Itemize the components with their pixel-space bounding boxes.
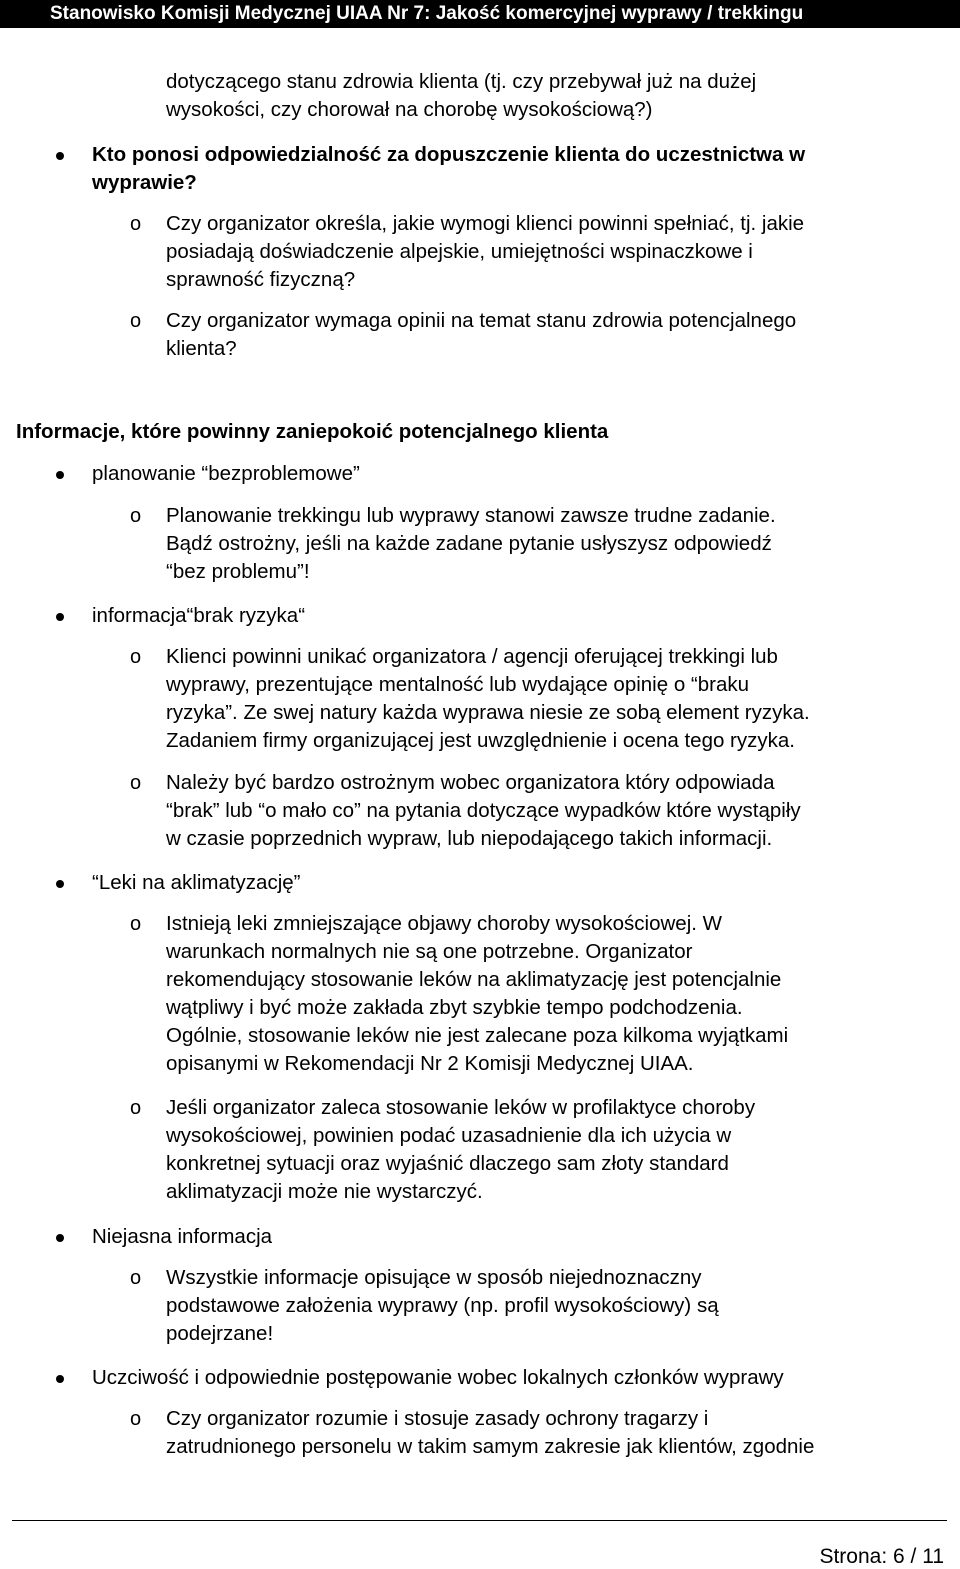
text-line: rekomendujący stosowanie leków na aklimatyzację jest potencjalnie	[166, 968, 782, 991]
text-line: podejrzane!	[166, 1322, 274, 1345]
text-line: warunkach normalnych nie są one potrzebne. Organizator	[166, 940, 693, 963]
text-line: “bez problemu”!	[166, 560, 310, 583]
text-line: Czy organizator rozumie i stosuje zasady ochrony tragarzy i	[166, 1407, 709, 1430]
text-line: sprawność fizyczną?	[166, 268, 356, 291]
question-line: wyprawie?	[92, 171, 197, 194]
text-line: Klienci powinni unikać organizatora / agencji oferującej trekkingi lub	[166, 645, 778, 668]
text-line: zatrudnionego personelu w takim samym zakresie jak klientów, zgodnie	[166, 1435, 815, 1458]
header-title: Stanowisko Komisji Medycznej UIAA Nr 7: Jakość komercyjnej wyprawy / trekkingu	[50, 3, 804, 24]
sub-bullet-circle: o	[130, 213, 142, 235]
text-line: Należy być bardzo ostrożnym wobec organizatora który odpowiada	[166, 771, 775, 794]
text-line: Ogólnie, stosowanie leków nie jest zalecane poza kilkoma wyjątkami	[166, 1024, 789, 1047]
text-line: podstawowe założenia wyprawy (np. profil wysokościowy) są	[166, 1294, 719, 1317]
text-line: wysokości, czy chorował na chorobę wysokościową?)	[166, 98, 653, 121]
sub-bullet-circle: o	[130, 310, 142, 332]
bullet-dot	[56, 880, 64, 888]
text-line: Jeśli organizator zaleca stosowanie leków w profilaktyce choroby	[166, 1096, 756, 1119]
text-line: wyprawy, prezentujące mentalność lub wydające opinię o “braku	[166, 673, 750, 696]
question-line: Kto ponosi odpowiedzialność za dopuszczenie klienta do uczestnictwa w	[92, 143, 806, 166]
text-line: klienta?	[166, 337, 237, 360]
page-header	[0, 0, 960, 28]
sub-bullet-circle: o	[130, 1267, 142, 1289]
sub-bullet-circle: o	[130, 772, 142, 794]
bullet-dot	[56, 1234, 64, 1242]
bullet-line: Niejasna informacja	[92, 1225, 273, 1248]
text-line: Czy organizator określa, jakie wymogi klienci powinni spełniać, tj. jakie	[166, 212, 805, 235]
text-line: ryzyka”. Ze swej natury każda wyprawa niesie ze sobą element ryzyka.	[166, 701, 810, 724]
text-line: Bądź ostrożny, jeśli na każde zadane pytanie usłyszysz odpowiedź	[166, 532, 772, 555]
text-line: dotyczącego stanu zdrowia klienta (tj. czy przebywał już na dużej	[166, 70, 757, 93]
bullet-dot	[56, 613, 64, 621]
bullet-line: Uczciwość i odpowiednie postępowanie wobec lokalnych członków wyprawy	[92, 1366, 784, 1389]
section-heading: Informacje, które powinny zaniepokoić potencjalnego klienta	[16, 420, 609, 443]
sub-bullet-circle: o	[130, 505, 142, 527]
text-line: opisanymi w Rekomendacji Nr 2 Komisji Medycznej UIAA.	[166, 1052, 694, 1075]
text-line: Czy organizator wymaga opinii na temat stanu zdrowia potencjalnego	[166, 309, 797, 332]
footer-divider	[12, 1520, 947, 1521]
text-line: wysokościowej, powinien podać uzasadnienie dla ich użycia w	[166, 1124, 732, 1147]
bullet-line: “Leki na aklimatyzację”	[92, 871, 301, 894]
page-number: Strona: 6 / 11	[819, 1545, 944, 1568]
text-line: “brak” lub “o mało co” na pytania dotyczące wypadków które wystąpiły	[166, 799, 801, 822]
text-line: Zadaniem firmy organizującej jest uwzględnienie i ocena tego ryzyka.	[166, 729, 795, 752]
text-line: konkretnej sytuacji oraz wyjaśnić dlaczego sam złoty standard	[166, 1152, 729, 1175]
bullet-dot	[56, 471, 64, 479]
text-line: Istnieją leki zmniejszające objawy choroby wysokościowej. W	[166, 912, 722, 935]
text-line: Planowanie trekkingu lub wyprawy stanowi zawsze trudne zadanie.	[166, 504, 776, 527]
sub-bullet-circle: o	[130, 1408, 142, 1430]
text-line: posiadają doświadczenie alpejskie, umiejętności wspinaczkowe i	[166, 240, 753, 263]
sub-bullet-circle: o	[130, 1097, 142, 1119]
sub-bullet-circle: o	[130, 646, 142, 668]
text-line: Wszystkie informacje opisujące w sposób niejednoznaczny	[166, 1266, 702, 1289]
bullet-dot	[56, 152, 64, 160]
text-line: wątpliwy i być może zakłada zbyt szybkie tempo podchodzenia.	[166, 996, 743, 1019]
bullet-line: informacja“brak ryzyka“	[92, 604, 306, 627]
bullet-line: planowanie “bezproblemowe”	[92, 462, 360, 485]
bullet-dot	[56, 1375, 64, 1383]
text-line: w czasie poprzednich wypraw, lub niepodającego takich informacji.	[166, 827, 773, 850]
sub-bullet-circle: o	[130, 913, 142, 935]
text-line: aklimatyzacji może nie wystarczyć.	[166, 1180, 483, 1203]
